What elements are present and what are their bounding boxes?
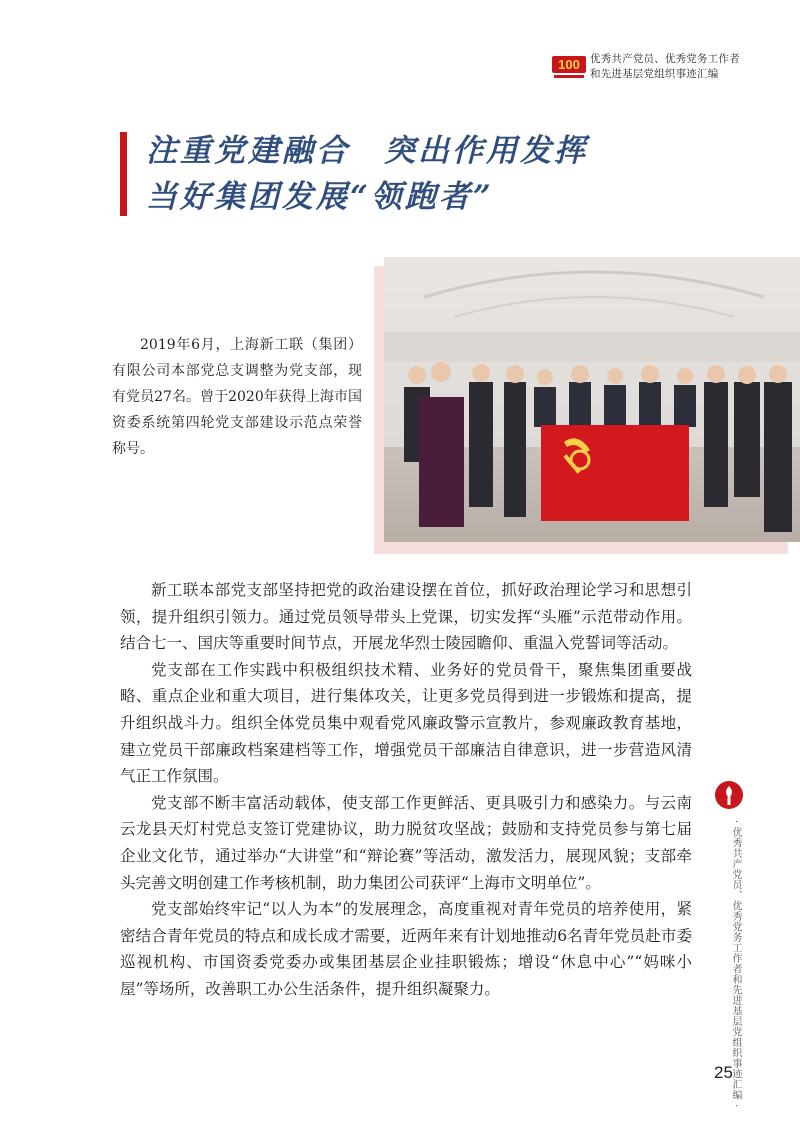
caption-text: 2019年6月，上海新工联（集团）有限公司本部党总支调整为党支部，现有党员27名。曾于2020年获得上海市国资委系统第四轮党支部建设示范点荣誉称号。 (112, 337, 362, 457)
svg-text:100: 100 (558, 57, 580, 72)
header-line-2: 和先进基层党组织事迹汇编 (590, 68, 719, 80)
article-body (120, 577, 692, 1003)
paragraph-3: 党支部不断丰富活动载体，使支部工作更鲜活、更具吸引力和感染力。与云南云龙县天灯村党总支签订党建协议，助力脱贫攻坚战；鼓励和支持党员参与第七届企业文化节，通过举办“大讲堂”和“辩论赛”等活动，激发活力，展现风貌；支部牵头完善文明创建工作考核机制，助力集团公司获评“上海市文明单位”。 (120, 793, 692, 892)
photo-caption (112, 332, 362, 462)
header-line-1: 优秀共产党员、优秀党务工作者 (590, 53, 740, 65)
centenary-logo (552, 54, 586, 80)
title-line-2: 当好集团发展“领跑者” (146, 179, 494, 215)
side-running-title: · 优秀共产党员、优秀党务工作者和先进基层党组织事迹汇编 · (730, 820, 741, 1108)
title-line-1: 注重党建融合 突出作用发挥 (146, 133, 588, 169)
article-title (146, 128, 706, 220)
publication-header (590, 52, 790, 82)
title-accent-bar (120, 132, 127, 216)
torch-emblem-icon (714, 780, 744, 810)
paragraph-4: 党支部始终牢记“以人为本”的发展理念，高度重视对青年党员的培养使用，紧密结合青年党员的特点和成长成才需要，近两年来有计划地推动6名青年党员赴市委巡视机构、市国资委党委办或集团基层企业挂职锻炼；增设“休息中心”“妈咪小屋”等场所，改善职工办公生活条件，提升组织凝聚力。 (120, 900, 692, 998)
paragraph-2: 党支部在工作实践中积极组织技术精、业务好的党员骨干，聚焦集团重要战略、重点企业和重大项目，进行集体攻关，让更多党员得到进一步锻炼和提高，提升组织战斗力。组织全体党员集中观看党风廉政警示宣教片，参观廉政教育基地，建立党员干部廉政档案建档等工作，增强党员干部廉洁自律意识，进一步营造风清气正工作氛围。 (120, 660, 692, 786)
paragraph-1: 新工联本部党支部坚持把党的政治建设摆在首位，抓好政治理论学习和思想引领，提升组织引领力。通过党员领导带头上党课，切实发挥“头雁”示范带动作用。结合七一、国庆等重要时间节点，开展龙华烈士陵园瞻仰、重温入党誓词等活动。 (120, 581, 692, 653)
page-number: 25 (714, 1063, 733, 1082)
group-photo (384, 257, 800, 542)
